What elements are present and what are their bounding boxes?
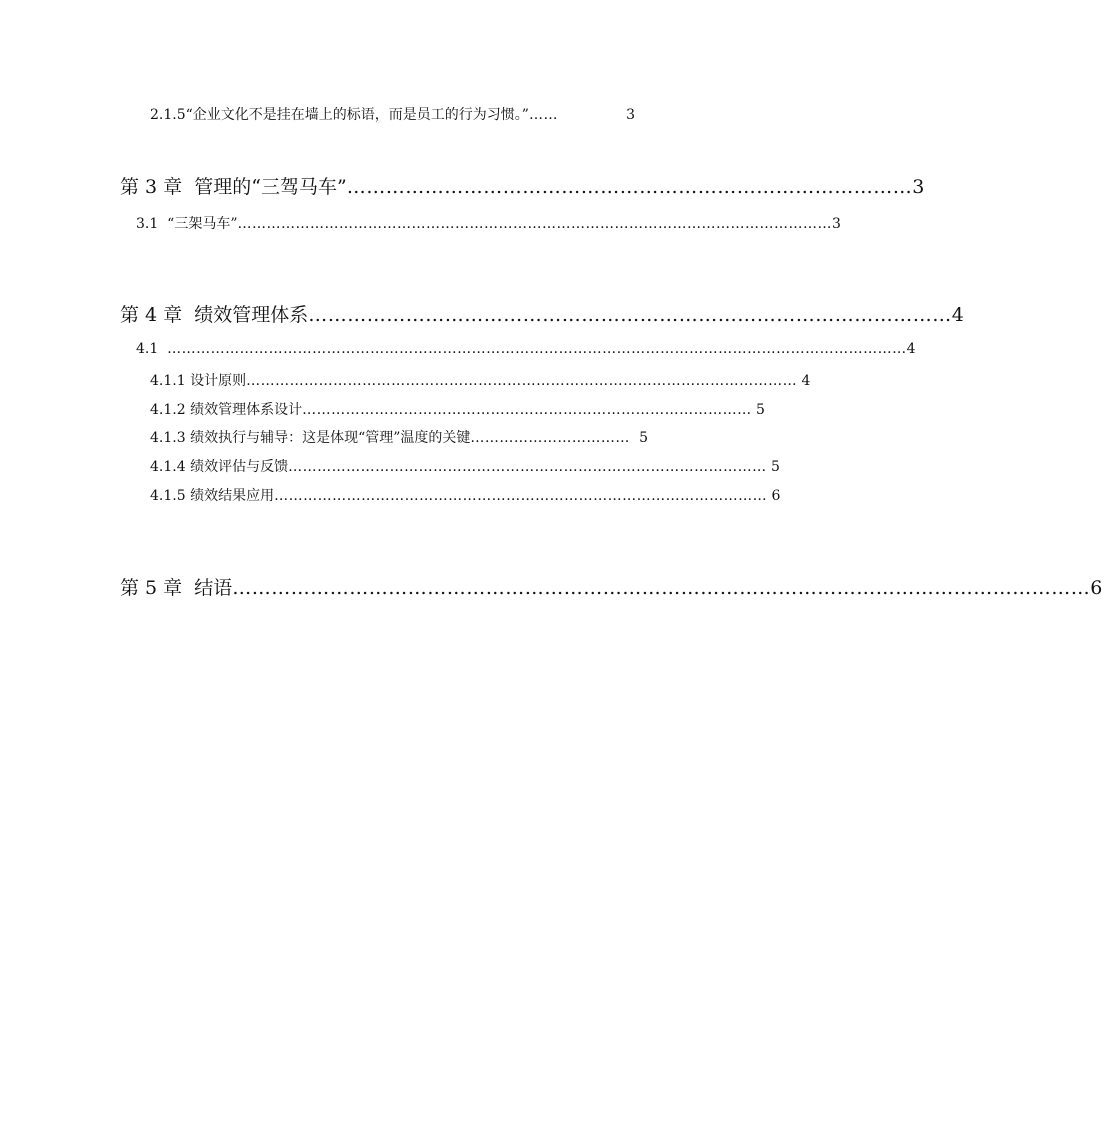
toc-entry-4-1[interactable]: [136, 341, 916, 357]
page-number: 6: [767, 488, 781, 504]
dot-leader: ………………………………………………………………………………………………………………………………………: [167, 341, 907, 357]
toc-entry-2-1-5[interactable]: [150, 104, 635, 124]
dot-leader: ……………………………………………………………………………………………………………: [237, 216, 832, 232]
toc-entry-chapter-5[interactable]: [120, 573, 1102, 600]
toc-entry-chapter-4[interactable]: [120, 300, 964, 327]
page-number: 4: [797, 373, 811, 389]
dot-leader: ……………………………: [470, 430, 630, 446]
toc-label: 4.1.5 绩效结果应用: [150, 488, 275, 504]
toc-entry-4-1-4[interactable]: [150, 456, 780, 476]
page-number: 4: [906, 341, 916, 357]
page-number: 3: [912, 176, 925, 198]
toc-label: 4.1.2 绩效管理体系设计: [150, 402, 303, 418]
dot-leader: ……: [528, 107, 558, 123]
dot-leader: ……………………………………………………………………………………………………: [246, 373, 798, 389]
toc-entry-4-1-5[interactable]: [150, 485, 781, 505]
page-number: 3: [621, 107, 635, 123]
toc-entry-4-1-1[interactable]: [150, 370, 811, 390]
toc-entry-chapter-3[interactable]: [120, 172, 925, 199]
dot-leader: …………………………………………………………………………………………: [274, 488, 768, 504]
toc-label: 2.1.5“企业文化不是挂在墙上的标语，而是员工的行为习惯。”: [150, 107, 529, 123]
toc-label: 第 4 章 绩效管理体系: [120, 304, 309, 326]
page-number: 5: [751, 402, 765, 418]
toc-label: 第 3 章 管理的“三驾马车”: [120, 176, 347, 198]
page-number: 4: [951, 304, 964, 326]
dot-leader: ………………………………………………………………………………………: [288, 459, 767, 475]
toc-label: 4.1.1 设计原则: [150, 373, 247, 389]
toc-entry-4-1-2[interactable]: [150, 399, 765, 419]
dot-leader: …………………………………………………………………………………: [302, 402, 752, 418]
page-number: 5: [634, 430, 648, 446]
page-number: 5: [766, 459, 780, 475]
toc-label: 4.1.4 绩效评估与反馈: [150, 459, 289, 475]
dot-leader: ……………………………………………………………………………: [346, 176, 913, 198]
toc-entry-4-1-3[interactable]: [150, 427, 648, 447]
toc-label: 3.1 “三架马车”: [136, 216, 238, 232]
toc-label: 4.1: [136, 341, 168, 357]
toc-entry-3-1[interactable]: [136, 213, 841, 233]
page-number: 6: [1090, 577, 1102, 599]
dot-leader: ………………………………………………………………………………………: [308, 304, 952, 326]
toc-label: 第 5 章 结语: [120, 577, 233, 599]
dot-leader: ……………………………………………………………………………………………………………………: [232, 577, 1091, 599]
page-number: 3: [831, 216, 841, 232]
toc-label: 4.1.3 绩效执行与辅导：这是体现“管理”温度的关键: [150, 430, 471, 446]
